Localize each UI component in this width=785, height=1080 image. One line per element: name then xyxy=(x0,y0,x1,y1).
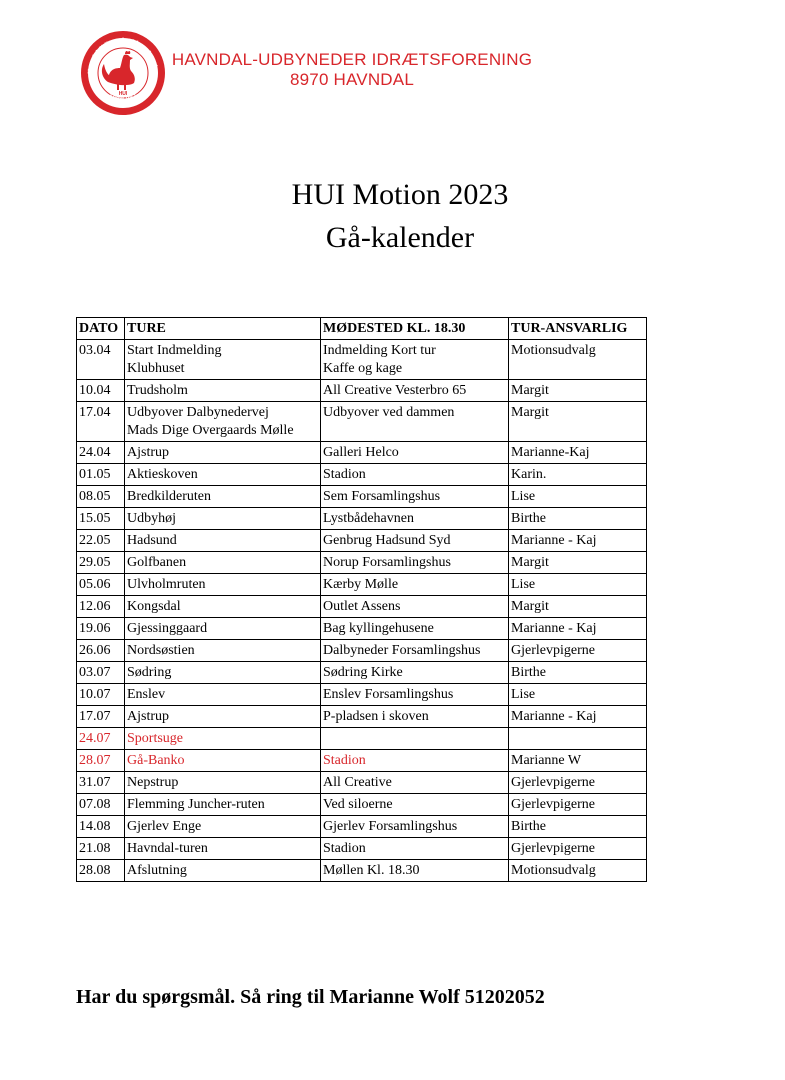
meeting-place-cell xyxy=(321,574,509,596)
route-cell-line: Bredkilderuten xyxy=(127,489,211,504)
route-cell-line: Aktieskoven xyxy=(127,467,198,482)
walk-calendar-table xyxy=(76,317,647,882)
route-cell xyxy=(125,380,321,402)
table-row xyxy=(77,442,647,464)
responsible-cell xyxy=(509,750,647,772)
meeting-place-cell-line: Galleri Helco xyxy=(323,445,399,460)
responsible-cell-line: Marianne - Kaj xyxy=(511,621,597,636)
route-cell xyxy=(125,684,321,706)
date-cell xyxy=(77,486,125,508)
meeting-place-cell-line: Møllen Kl. 18.30 xyxy=(323,863,420,878)
meeting-place-cell xyxy=(321,838,509,860)
table-row xyxy=(77,860,647,882)
route-cell xyxy=(125,442,321,464)
table-row xyxy=(77,794,647,816)
date-cell-line: 24.07 xyxy=(79,731,111,746)
date-cell-line: 14.08 xyxy=(79,819,111,834)
date-cell-line: 26.06 xyxy=(79,643,111,658)
responsible-cell xyxy=(509,728,647,750)
table-header-row xyxy=(77,318,647,340)
meeting-place-cell-line: Sem Forsamlingshus xyxy=(323,489,441,504)
meeting-place-cell xyxy=(321,640,509,662)
date-cell-line: 17.07 xyxy=(79,709,111,724)
meeting-place-cell-line: Sødring Kirke xyxy=(323,665,403,680)
meeting-place-cell xyxy=(321,728,509,750)
date-cell-line: 05.06 xyxy=(79,577,111,592)
organization-name-line1: HAVNDAL-UDBYNEDER IDRÆTSFORENING xyxy=(171,50,533,69)
date-cell xyxy=(77,684,125,706)
date-cell-line: 17.04 xyxy=(79,405,111,420)
meeting-place-cell-line xyxy=(323,730,506,748)
responsible-cell-line: Marianne - Kaj xyxy=(511,533,597,548)
meeting-place-cell xyxy=(321,508,509,530)
route-cell-line: Gjerlev Enge xyxy=(127,819,202,834)
responsible-cell-line: Margit xyxy=(511,599,549,614)
meeting-place-cell xyxy=(321,596,509,618)
meeting-place-cell xyxy=(321,706,509,728)
column-header-meeting-place: MØDESTED KL. 18.30 xyxy=(321,318,509,340)
date-cell xyxy=(77,574,125,596)
table-row xyxy=(77,402,647,442)
date-cell-line: 22.05 xyxy=(79,533,111,548)
responsible-cell-line: Marianne W xyxy=(511,753,582,768)
date-cell xyxy=(77,402,125,442)
responsible-cell xyxy=(509,552,647,574)
route-cell-line: Klubhuset xyxy=(127,361,185,376)
table-row xyxy=(77,816,647,838)
date-cell xyxy=(77,552,125,574)
meeting-place-cell xyxy=(321,402,509,442)
meeting-place-cell xyxy=(321,772,509,794)
responsible-cell xyxy=(509,860,647,882)
table-row xyxy=(77,574,647,596)
date-cell-line: 10.04 xyxy=(79,383,111,398)
meeting-place-cell xyxy=(321,750,509,772)
route-cell-line: Hadsund xyxy=(127,533,177,548)
column-header-responsible: TUR-ANSVARLIG xyxy=(509,318,647,340)
date-cell-line: 15.05 xyxy=(79,511,111,526)
date-cell-line: 07.08 xyxy=(79,797,111,812)
responsible-cell xyxy=(509,684,647,706)
meeting-place-cell xyxy=(321,442,509,464)
date-cell-line: 10.07 xyxy=(79,687,111,702)
date-cell xyxy=(77,750,125,772)
meeting-place-cell-line: Ved siloerne xyxy=(323,797,393,812)
page-subtitle: Gå-kalender xyxy=(325,221,475,254)
meeting-place-cell xyxy=(321,552,509,574)
route-cell xyxy=(125,860,321,882)
date-cell xyxy=(77,772,125,794)
route-cell-line: Start Indmelding xyxy=(127,343,222,358)
responsible-cell xyxy=(509,340,647,380)
responsible-cell xyxy=(509,618,647,640)
meeting-place-cell-line: Stadion xyxy=(323,841,366,856)
responsible-cell xyxy=(509,662,647,684)
meeting-place-cell-line: Dalbyneder Forsamlingshus xyxy=(323,643,481,658)
table-row xyxy=(77,464,647,486)
responsible-cell-line: Gjerlevpigerne xyxy=(511,797,595,812)
date-cell xyxy=(77,838,125,860)
responsible-cell xyxy=(509,380,647,402)
date-cell-line: 12.06 xyxy=(79,599,111,614)
date-cell xyxy=(77,340,125,380)
date-cell-line: 19.06 xyxy=(79,621,111,636)
date-cell xyxy=(77,640,125,662)
route-cell xyxy=(125,530,321,552)
route-cell xyxy=(125,596,321,618)
responsible-cell-line: Birthe xyxy=(511,665,546,680)
responsible-cell-line: Lise xyxy=(511,687,536,702)
date-cell xyxy=(77,618,125,640)
responsible-cell-line: Gjerlevpigerne xyxy=(511,841,595,856)
date-cell xyxy=(77,662,125,684)
responsible-cell xyxy=(509,508,647,530)
table-row xyxy=(77,552,647,574)
responsible-cell xyxy=(509,640,647,662)
table-row xyxy=(77,596,647,618)
route-cell-line: Nordsøstien xyxy=(127,643,195,658)
route-cell-line: Mads Dige Overgaards Mølle xyxy=(127,423,294,438)
route-cell xyxy=(125,340,321,380)
table-row xyxy=(77,618,647,640)
route-cell xyxy=(125,838,321,860)
route-cell xyxy=(125,552,321,574)
table-row xyxy=(77,662,647,684)
table-row xyxy=(77,750,647,772)
date-cell-line: 24.04 xyxy=(79,445,111,460)
logo-founded-text: Stiftet 1963 xyxy=(108,93,138,103)
route-cell xyxy=(125,728,321,750)
responsible-cell xyxy=(509,706,647,728)
responsible-cell xyxy=(509,402,647,442)
responsible-cell xyxy=(509,574,647,596)
route-cell-line: Trudsholm xyxy=(127,383,188,398)
table-row xyxy=(77,508,647,530)
meeting-place-cell-line: All Creative Vesterbro 65 xyxy=(323,383,467,398)
route-cell-line: Gjessinggaard xyxy=(127,621,208,636)
date-cell-line: 03.04 xyxy=(79,343,111,358)
responsible-cell-line: Margit xyxy=(511,383,549,398)
responsible-cell-line: Birthe xyxy=(511,819,546,834)
meeting-place-cell-line: Stadion xyxy=(323,467,366,482)
meeting-place-cell-line: Stadion xyxy=(323,753,366,768)
meeting-place-cell xyxy=(321,618,509,640)
route-cell xyxy=(125,662,321,684)
route-cell-line: Nepstrup xyxy=(127,775,179,790)
responsible-cell xyxy=(509,772,647,794)
meeting-place-cell xyxy=(321,340,509,380)
route-cell xyxy=(125,486,321,508)
date-cell xyxy=(77,794,125,816)
date-cell-line: 29.05 xyxy=(79,555,111,570)
responsible-cell xyxy=(509,464,647,486)
date-cell xyxy=(77,442,125,464)
table-body xyxy=(77,340,647,882)
date-cell xyxy=(77,464,125,486)
responsible-cell-line: Motionsudvalg xyxy=(511,863,596,878)
route-cell-line: Flemming Juncher-ruten xyxy=(127,797,265,812)
meeting-place-cell xyxy=(321,816,509,838)
meeting-place-cell-line: Gjerlev Forsamlingshus xyxy=(323,819,458,834)
club-logo xyxy=(78,28,168,118)
route-cell xyxy=(125,794,321,816)
date-cell xyxy=(77,596,125,618)
route-cell-line: Ajstrup xyxy=(127,445,169,460)
table-row xyxy=(77,772,647,794)
column-header-route: TURE xyxy=(125,318,321,340)
route-cell-line: Havndal-turen xyxy=(127,841,208,856)
responsible-cell xyxy=(509,794,647,816)
responsible-cell-line: Karin. xyxy=(511,467,547,482)
responsible-cell-line: Lise xyxy=(511,577,536,592)
table-row xyxy=(77,706,647,728)
route-cell xyxy=(125,574,321,596)
column-header-date: DATO xyxy=(77,318,125,340)
meeting-place-cell-line: Enslev Forsamlingshus xyxy=(323,687,454,702)
responsible-cell xyxy=(509,816,647,838)
organization-name xyxy=(168,50,536,90)
meeting-place-cell xyxy=(321,684,509,706)
date-cell-line: 08.05 xyxy=(79,489,111,504)
date-cell xyxy=(77,728,125,750)
responsible-cell-line: Margit xyxy=(511,405,549,420)
route-cell xyxy=(125,706,321,728)
table-row xyxy=(77,640,647,662)
route-cell-line: Ulvholmruten xyxy=(127,577,206,592)
table-row xyxy=(77,340,647,380)
route-cell-line: Afslutning xyxy=(127,863,187,878)
meeting-place-cell-line: Norup Forsamlingshus xyxy=(323,555,451,570)
date-cell xyxy=(77,508,125,530)
route-cell xyxy=(125,640,321,662)
table-row xyxy=(77,380,647,402)
contact-footer: Har du spørgsmål. Så ring til Marianne Wolf 51202052 xyxy=(76,986,545,1008)
date-cell-line: 01.05 xyxy=(79,467,111,482)
route-cell xyxy=(125,402,321,442)
route-cell xyxy=(125,508,321,530)
table-row xyxy=(77,838,647,860)
route-cell-line: Sportsuge xyxy=(127,731,183,746)
date-cell xyxy=(77,860,125,882)
responsible-cell-line: Marianne-Kaj xyxy=(511,445,590,460)
responsible-cell-line: Lise xyxy=(511,489,536,504)
responsible-cell-line xyxy=(511,730,644,748)
responsible-cell xyxy=(509,530,647,552)
meeting-place-cell-line: Udbyover ved dammen xyxy=(323,405,455,420)
date-cell-line: 03.07 xyxy=(79,665,111,680)
route-cell-line: Sødring xyxy=(127,665,172,680)
responsible-cell-line: Marianne - Kaj xyxy=(511,709,597,724)
route-cell xyxy=(125,618,321,640)
meeting-place-cell-line: Kaffe og kage xyxy=(323,361,403,376)
responsible-cell-line: Motionsudvalg xyxy=(511,343,596,358)
responsible-cell xyxy=(509,838,647,860)
responsible-cell xyxy=(509,596,647,618)
table-row xyxy=(77,530,647,552)
date-cell-line: 28.08 xyxy=(79,863,111,878)
table-row xyxy=(77,684,647,706)
route-cell-line: Kongsdal xyxy=(127,599,181,614)
route-cell-line: Enslev xyxy=(127,687,166,702)
organization-address-line: 8970 HAVNDAL xyxy=(290,70,414,89)
responsible-cell-line: Gjerlevpigerne xyxy=(511,775,595,790)
meeting-place-cell-line: P-pladsen i skoven xyxy=(323,709,429,724)
responsible-cell-line: Gjerlevpigerne xyxy=(511,643,595,658)
meeting-place-cell xyxy=(321,380,509,402)
route-cell-line: Ajstrup xyxy=(127,709,169,724)
meeting-place-cell xyxy=(321,486,509,508)
meeting-place-cell xyxy=(321,530,509,552)
responsible-cell-line: Margit xyxy=(511,555,549,570)
meeting-place-cell-line: Bag kyllingehusene xyxy=(323,621,434,636)
meeting-place-cell-line: Kærby Mølle xyxy=(323,577,399,592)
meeting-place-cell xyxy=(321,662,509,684)
route-cell-line: Udbyhøj xyxy=(127,511,176,526)
logo-ring-text: Havndal-Udbyneder Idrætsforening xyxy=(86,36,160,74)
route-cell xyxy=(125,750,321,772)
meeting-place-cell-line: Genbrug Hadsund Syd xyxy=(323,533,451,548)
route-cell xyxy=(125,816,321,838)
date-cell xyxy=(77,816,125,838)
route-cell-line: Gå-Banko xyxy=(127,753,185,768)
responsible-cell xyxy=(509,442,647,464)
meeting-place-cell xyxy=(321,860,509,882)
route-cell xyxy=(125,772,321,794)
date-cell-line: 31.07 xyxy=(79,775,111,790)
date-cell-line: 21.08 xyxy=(79,841,111,856)
meeting-place-cell xyxy=(321,794,509,816)
meeting-place-cell-line: Outlet Assens xyxy=(323,599,401,614)
responsible-cell-line: Birthe xyxy=(511,511,546,526)
meeting-place-cell-line: Indmelding Kort tur xyxy=(323,343,436,358)
meeting-place-cell-line: Lystbådehavnen xyxy=(323,511,414,526)
logo-initials: HUI xyxy=(118,91,128,97)
meeting-place-cell xyxy=(321,464,509,486)
responsible-cell xyxy=(509,486,647,508)
date-cell xyxy=(77,530,125,552)
table-row xyxy=(77,728,647,750)
table-row xyxy=(77,486,647,508)
route-cell-line: Golfbanen xyxy=(127,555,187,570)
route-cell-line: Udbyover Dalbynedervej xyxy=(127,405,269,420)
date-cell xyxy=(77,706,125,728)
meeting-place-cell-line: All Creative xyxy=(323,775,392,790)
page-title: HUI Motion 2023 xyxy=(291,178,509,211)
date-cell-line: 28.07 xyxy=(79,753,111,768)
route-cell xyxy=(125,464,321,486)
date-cell xyxy=(77,380,125,402)
